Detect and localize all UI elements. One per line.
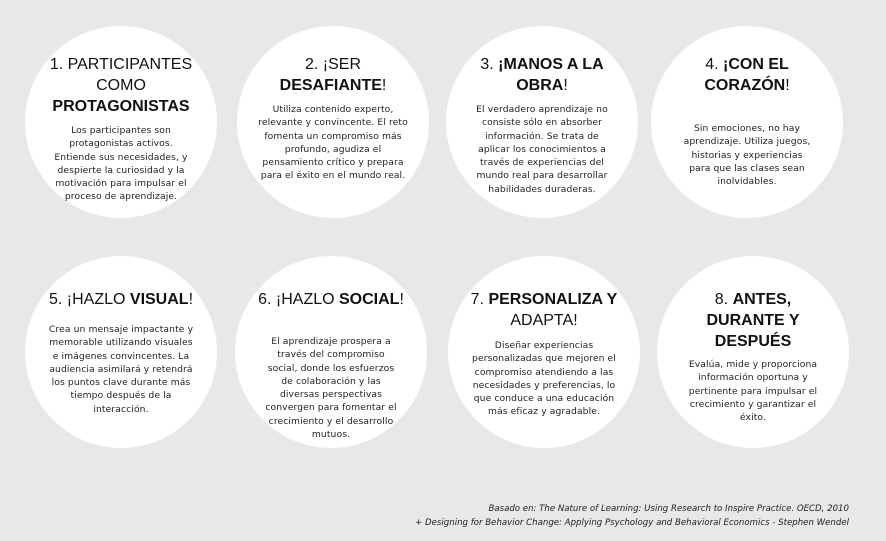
card-7-title-line-1: 7. PERSONALIZA Y [470, 291, 618, 308]
card-1-title-line-2: COMO [96, 77, 146, 94]
footer-source-line-2: + Designing for Behavior Change: Applying Psychology and Behavioral Economics - Stephen Wendel [415, 518, 849, 528]
card-2-body: Utiliza contenido experto, relevante y convincente. El reto fomenta un compromiso más profundo, agudiza el pensamiento crítico y prepara para el éxito en el mundo real. [258, 104, 408, 182]
card-1-title [25, 54, 217, 117]
card-2-title-line-2: DESAFIANTE! [279, 77, 387, 94]
card-1-body: Los participantes son protagonistas activos. Entiende sus necesidades, y despierte la curiosidad y la motivación para impulsar el proceso de aprendizaje. [54, 125, 188, 203]
card-5 [25, 256, 217, 448]
card-1 [25, 26, 217, 218]
card-3-body: El verdadero aprendizaje no consiste sólo en absorber información. Se trata de aplicar los conocimientos a través de experiencias del mundo real para desarrollar habilidades duraderas. [476, 104, 608, 195]
card-2-title-line-1: 2. ¡SER [304, 56, 361, 73]
card-3-title: 3. ¡MANOS A LA OBRA! [480, 56, 604, 94]
card-7-body: Diseñar experiencias personalizadas que mejoren el compromiso atendiendo a las necesidades y preferencias, lo que conduce a una educación más eficaz y agradable. [472, 340, 616, 418]
card-8-title: 8. ANTES, DURANTE Y DESPUÉS [706, 291, 800, 350]
card-4 [651, 26, 843, 218]
card-7-title-line-2: ADAPTA! [510, 312, 578, 329]
card-5-body: Crea un mensaje impactante y memorable utilizando visuales e imágenes convincentes. La audiencia asimilará y retendrá los puntos clave durante más tiempo después de la interacción. [48, 324, 194, 415]
card-4-body: Sin emociones, no hay aprendizaje. Utiliza juegos, historias y experiencias para que las clases sean inolvidables. [683, 123, 811, 188]
card-8 [657, 256, 849, 448]
card-6-body: El aprendizaje prospera a través del compromiso social, donde los esfuerzos de colaboración y las diversas perspectivas convergen para fomentar el crecimiento y el desarrollo mutuos. [265, 336, 397, 441]
card-1-title-line-3: PROTAGONISTAS [52, 98, 190, 115]
card-1-title-line-1: 1. PARTICIPANTES [49, 56, 193, 73]
card-3 [446, 26, 638, 218]
card-4-title: 4. ¡CON EL CORAZÓN! [704, 56, 790, 94]
card-8-body: Evalúa, mide y proporciona información oportuna y pertinente para impulsar el crecimiento y garantizar el éxito. [688, 359, 818, 424]
card-5-title: 5. ¡HAZLO VISUAL! [48, 291, 194, 308]
card-7 [448, 256, 640, 448]
footer-source-line-1: Basado en: The Nature of Learning: Using Research to Inspire Practice. OECD, 2010 [488, 504, 849, 514]
card-7-title [448, 289, 640, 331]
card-2 [237, 26, 429, 218]
card-6 [235, 256, 427, 448]
card-6-title: 6. ¡HAZLO SOCIAL! [258, 291, 404, 308]
card-2-title [237, 54, 429, 96]
